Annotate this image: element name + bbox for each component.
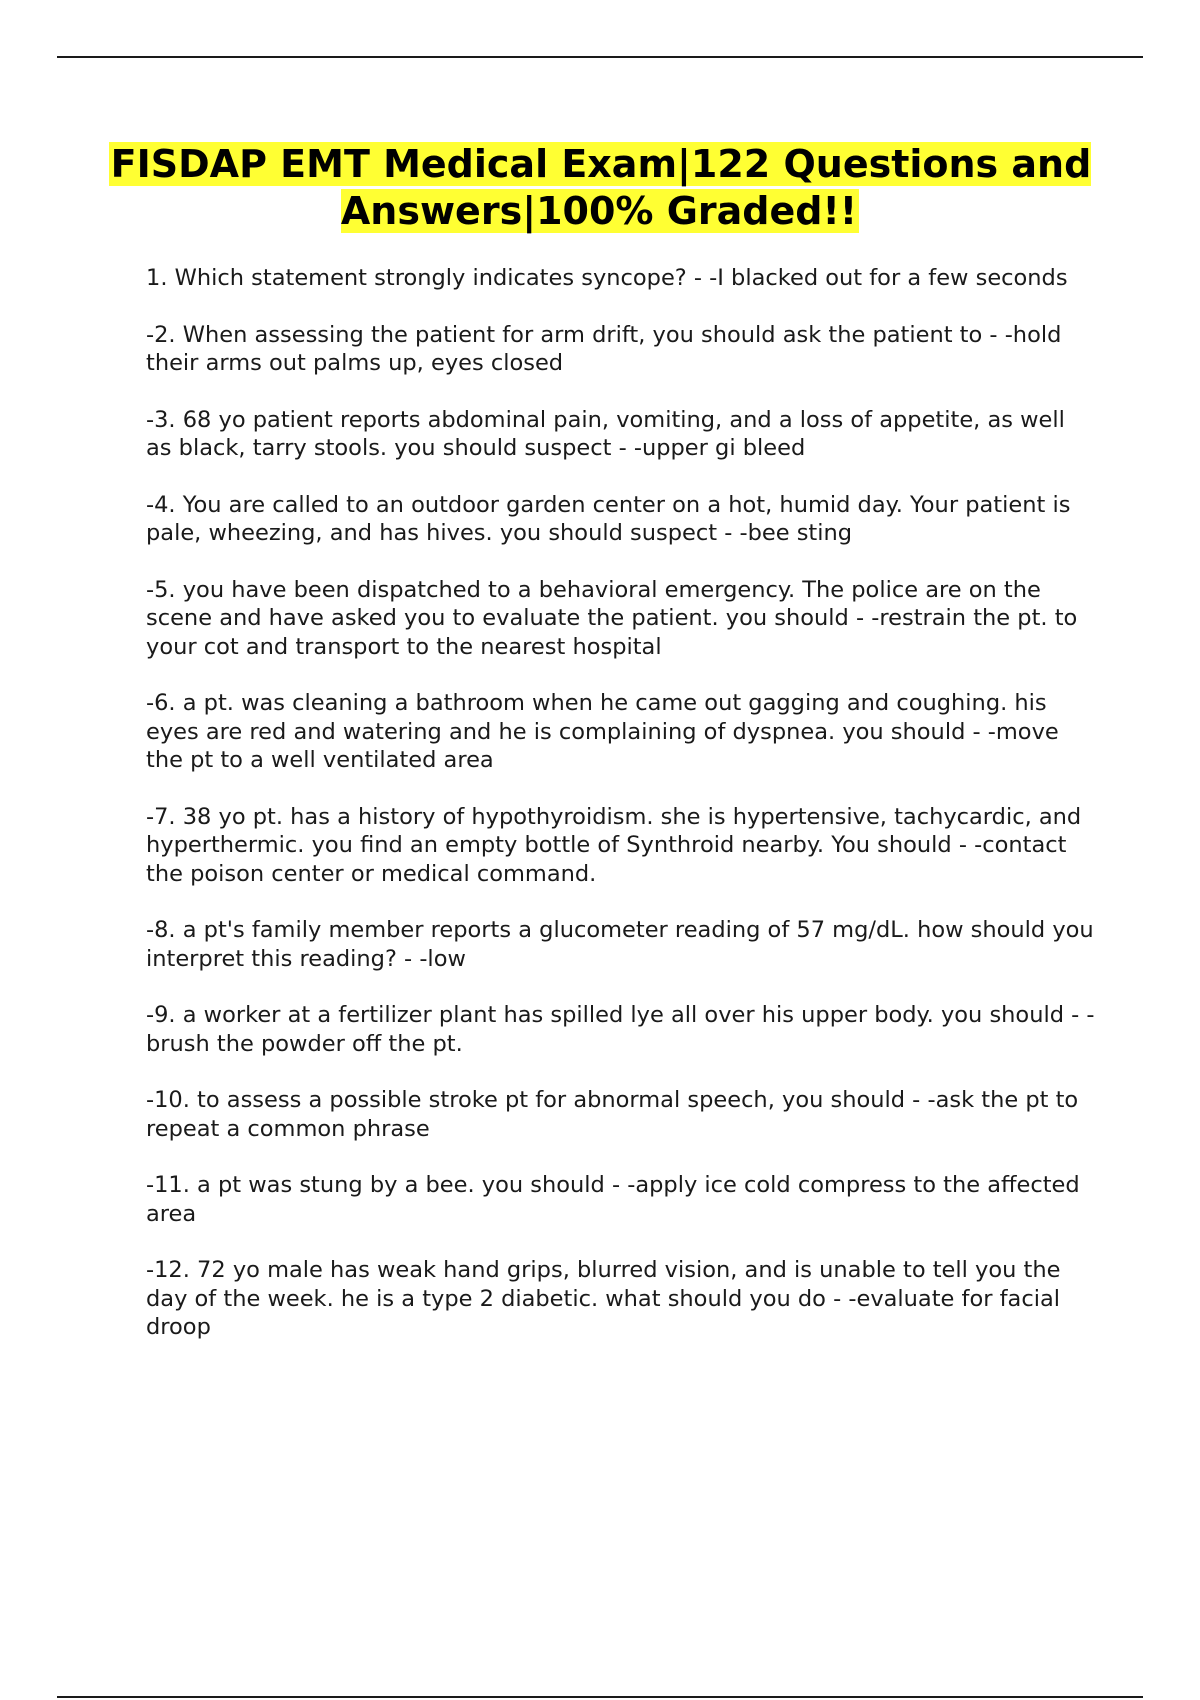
question-list	[146, 264, 1096, 1370]
document-title	[100, 141, 1100, 235]
question-item-12: -12. 72 yo male has weak hand grips, blurred vision, and is unable to tell you the day of the week. he is a type 2 diabetic. what should you do - -evaluate for facial droop	[146, 1257, 1061, 1340]
question-item-6: -6. a pt. was cleaning a bathroom when he came out gagging and coughing. his eyes are red and watering and he is complaining of dyspnea. you should - -move the pt to a well ventilated area	[146, 690, 1059, 773]
question-item-5: -5. you have been dispatched to a behavioral emergency. The police are on the scene and have asked you to evaluate the patient. you should - -restrain the pt. to your cot and transport to the nearest hospital	[146, 576, 1078, 660]
question-item-2: -2. When assessing the patient for arm drift, you should ask the patient to - -hold their arms out palms up, eyes closed	[146, 321, 1062, 376]
question-item-4: -4. You are called to an outdoor garden center on a hot, humid day. Your patient is pale, wheezing, and has hives. you should suspect - -bee sting	[146, 491, 1071, 546]
question-item-3: -3. 68 yo patient reports abdominal pain, vomiting, and a loss of appetite, as well as black, tarry stools. you should suspect - -upper gi bleed	[146, 406, 1065, 461]
question-item-9: -9. a worker at a fertilizer plant has spilled lye all over his upper body. you should - -brush the powder off the pt.	[146, 1002, 1095, 1057]
question-item-11: -11. a pt was stung by a bee. you should - -apply ice cold compress to the affected area	[146, 1172, 1080, 1227]
title-highlight: FISDAP EMT Medical Exam|122 Questions and Answers|100% Graded!!	[110, 142, 1092, 233]
question-item-8: -8. a pt's family member reports a glucometer reading of 57 mg/dL. how should you interpret this reading? - -low	[146, 917, 1094, 972]
footer-rule	[57, 1696, 1143, 1698]
header-rule	[57, 56, 1143, 58]
question-item-10: -10. to assess a possible stroke pt for abnormal speech, you should - -ask the pt to repeat a common phrase	[146, 1087, 1079, 1142]
question-item-7: -7. 38 yo pt. has a history of hypothyroidism. she is hypertensive, tachycardic, and hyperthermic. you find an empty bottle of Synthroid nearby. You should - -contact the poison center or medical command.	[146, 803, 1082, 887]
question-item-1: 1. Which statement strongly indicates syncope? - -I blacked out for a few seconds	[146, 265, 1068, 291]
